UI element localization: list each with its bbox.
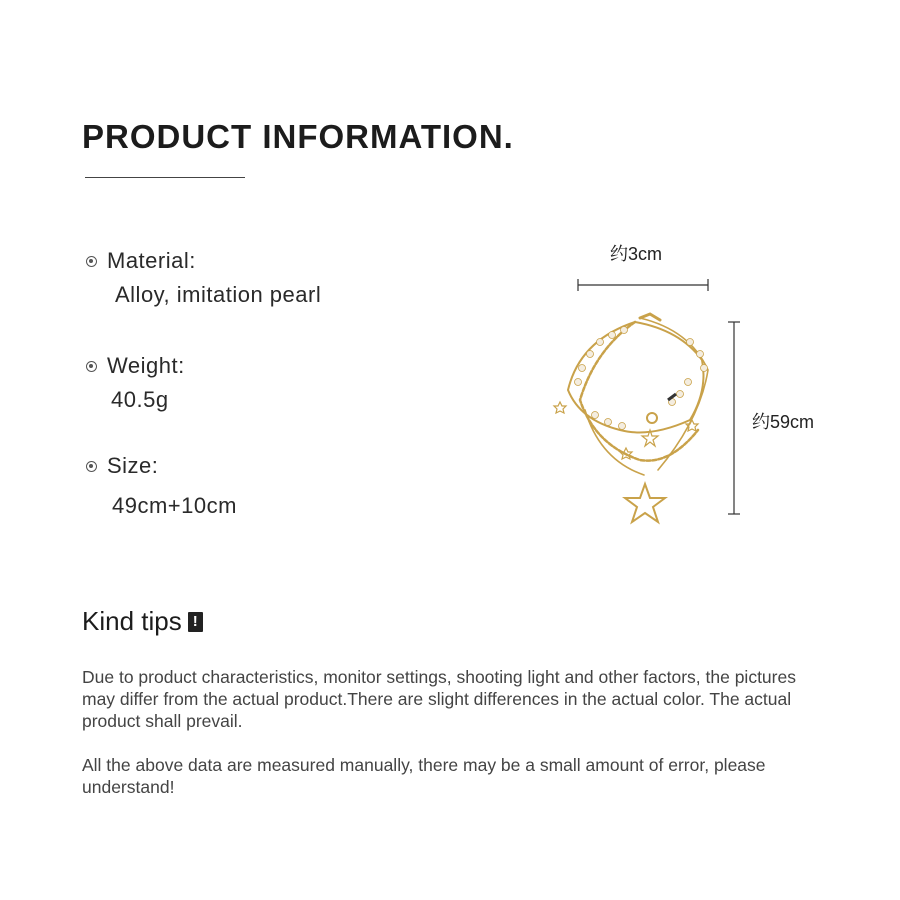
kind-tips-heading — [82, 606, 203, 637]
page-title: PRODUCT INFORMATION. — [82, 118, 514, 155]
spec-label: Material: — [107, 248, 196, 273]
exclamation-icon: ! — [188, 612, 203, 632]
title-divider — [85, 177, 245, 178]
gold-chains — [568, 314, 708, 475]
tips-paragraph: Due to product characteristics, monitor settings, shooting light and other factors, the pictures may differ from the actual product.There are slight differences in the actual color. The actual product shall prevail. — [82, 667, 796, 731]
necklace-product-image — [540, 270, 760, 530]
star-pendants — [554, 402, 698, 522]
spec-weight — [86, 353, 185, 413]
spec-value: 49cm+10cm — [112, 493, 237, 518]
tips-paragraph: All the above data are measured manually, there may be a small amount of error, please understand! — [82, 755, 766, 797]
width-dimension-label: 约3cm — [610, 244, 663, 264]
bullet-icon — [86, 461, 97, 472]
bullet-icon — [86, 361, 97, 372]
spec-material — [86, 248, 321, 308]
clasp — [647, 394, 676, 423]
spec-label: Size: — [107, 453, 159, 478]
width-measure-line — [578, 279, 708, 291]
bullet-icon — [86, 256, 97, 267]
spec-value: 40.5g — [111, 387, 169, 412]
length-dimension-label: 约59cm — [752, 412, 815, 432]
kind-tips-title: Kind tips — [82, 606, 182, 636]
length-measure-line — [728, 322, 740, 514]
spec-value: Alloy, imitation pearl — [115, 282, 322, 307]
spec-label: Weight: — [107, 353, 185, 378]
spec-size — [86, 453, 237, 519]
imitation-pearls — [575, 327, 708, 430]
